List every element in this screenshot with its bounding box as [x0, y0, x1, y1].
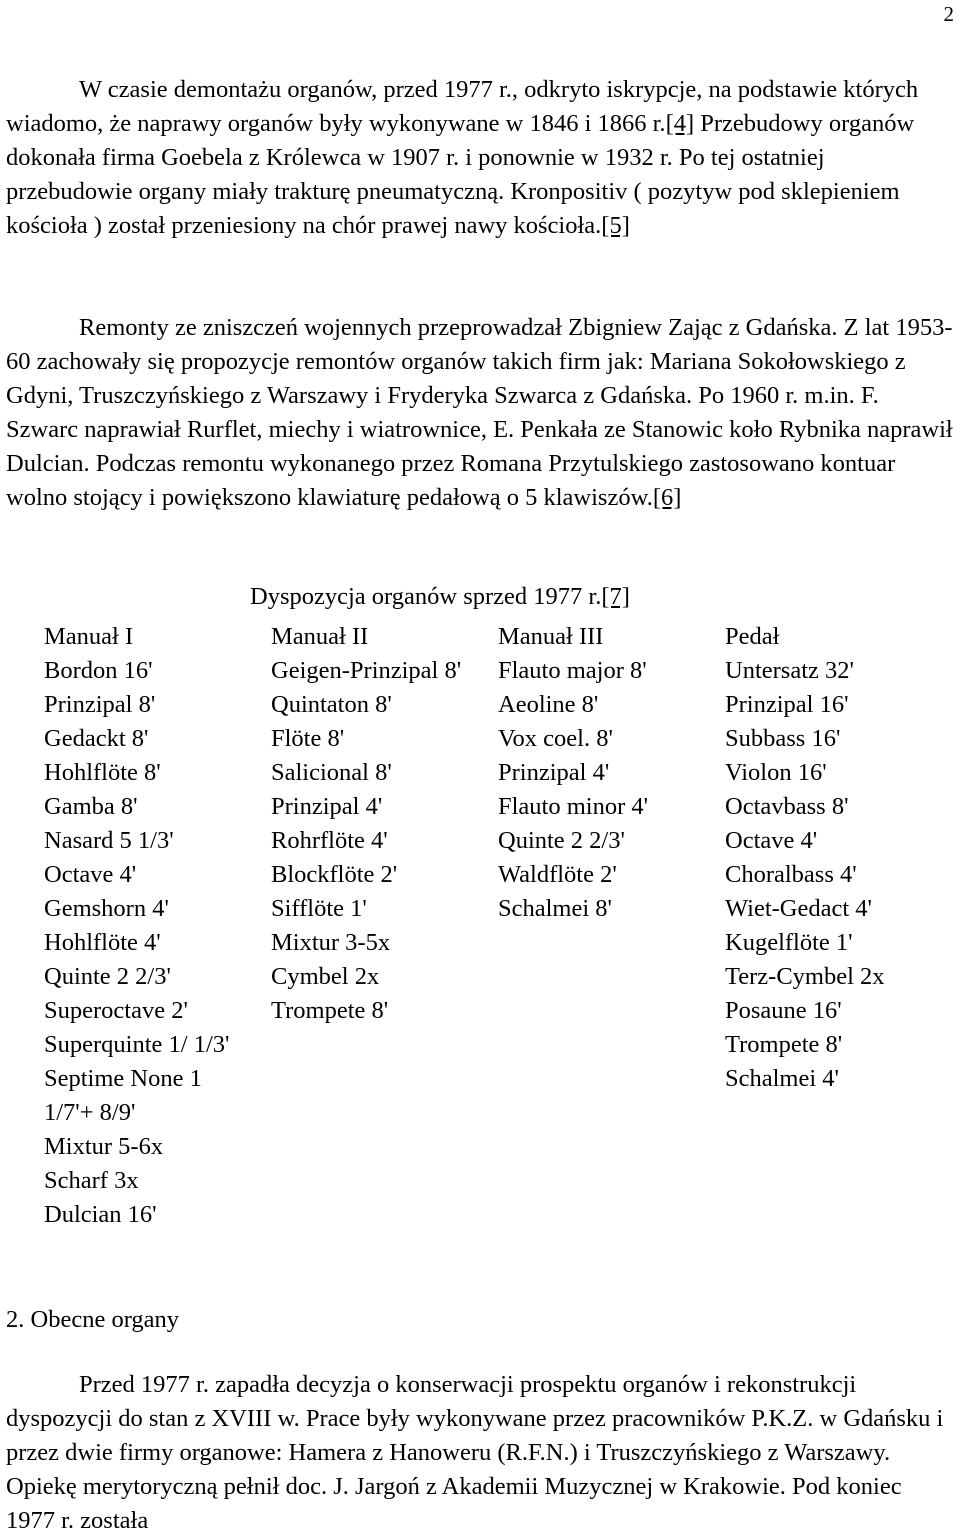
- page-number: 2: [943, 2, 954, 26]
- stop-item: Hohlflöte 4': [44, 929, 161, 956]
- stop-item: Cymbel 2x: [271, 963, 380, 990]
- paragraph-text: Przed 1977 r. zapadła decyzja o konserwacji prospektu organów i rekonstrukcji dyspozycji do stan z XVIII w. Prace były wykonywane przez pracowników P.K.Z. w Gdańsku i przez dwie firmy organowe: Hamera z Hanoweru (R.F.N.) i Truszczyńskiego z Warszawy. Opiekę merytoryczną pełnił doc. J. Jargoń z Akademii Muzycznej w Krakowie. Pod koniec 1977 r. została: [6, 1371, 944, 1534]
- column-heading: Manuał III: [498, 623, 604, 650]
- column-heading: Pedał: [725, 623, 780, 650]
- stop-item: Schalmei 8': [498, 895, 612, 922]
- stop-item: Rohrflöte 4': [271, 827, 388, 854]
- stop-item: Quintaton 8': [271, 691, 392, 718]
- stop-item: Salicional 8': [271, 759, 392, 786]
- stop-item: Mixtur 5-6x: [44, 1133, 164, 1160]
- column-heading: Manuał I: [44, 623, 134, 650]
- stop-item: Aeoline 8': [498, 691, 599, 718]
- paragraph-history: [6, 73, 956, 243]
- disposition-caption-text: Dyspozycja organów sprzed 1977 r.: [250, 583, 602, 610]
- stop-item: Schalmei 4': [725, 1065, 839, 1092]
- disposition-column-manual-1: [44, 620, 244, 1232]
- stop-item: Flöte 8': [271, 725, 345, 752]
- footnote-link-4[interactable]: [4]: [665, 110, 695, 137]
- stop-item: Geigen-Prinzipal 8': [271, 657, 462, 684]
- footnote-link-7[interactable]: [7]: [601, 583, 630, 610]
- stop-item: Untersatz 32': [725, 657, 854, 684]
- disposition-column-manual-2: [271, 620, 486, 1028]
- stop-item: Quinte 2 2/3': [498, 827, 625, 854]
- stop-item: Prinzipal 4': [271, 793, 383, 820]
- stop-item: Subbass 16': [725, 725, 841, 752]
- stop-item: Vox coel. 8': [498, 725, 613, 752]
- stop-item: Choralbass 4': [725, 861, 857, 888]
- stop-item: Violon 16': [725, 759, 827, 786]
- stop-item: Blockflöte 2': [271, 861, 398, 888]
- footnote-link-5[interactable]: [5]: [601, 212, 630, 239]
- paragraph-text: Remonty ze zniszczeń wojennych przeprowadzał Zbigniew Zając z Gdańska. Z lat 1953-60 zachowały się propozycje remontów organów takich firm jak: Mariana Sokołowskiego z Gdyni, Truszczyńskiego z Warszawy i Fryderyka Szwarca z Gdańska. Po 1960 r. m.in. F. Szwarc naprawiał Rurflet, miechy i wiatrownice, E. Penkała ze Stanowic koło Rybnika naprawił Dulcian. Podczas remontu wykonanego przez Romana Przytulskiego zastosowano kontuar wolno stojący i powiększono klawiaturę pedałową o 5 klawiszów.: [6, 314, 953, 511]
- stop-item: Waldflöte 2': [498, 861, 617, 888]
- stop-item: Gamba 8': [44, 793, 138, 820]
- disposition-column-pedal: [725, 620, 955, 1096]
- paragraph-current-organ: [6, 1368, 956, 1538]
- footnote-link-6[interactable]: [6]: [652, 484, 682, 511]
- stop-item: Scharf 3x: [44, 1167, 139, 1194]
- paragraph-text: W czasie demontażu organów, przed 1977 r., odkryto iskrypcje, na podstawie których wiadomo, że naprawy organów były wykonywane w 1846 i 1866 r.: [6, 76, 919, 137]
- stop-item: Flauto minor 4': [498, 793, 649, 820]
- stop-item: Prinzipal 16': [725, 691, 849, 718]
- section-heading: 2. Obecne organy: [6, 1306, 180, 1333]
- stop-item: Nasard 5 1/3': [44, 827, 174, 854]
- stop-item: Posaune 16': [725, 997, 842, 1024]
- stop-item: Octave 4': [725, 827, 818, 854]
- column-heading: Manuał II: [271, 623, 369, 650]
- stop-item: Octavbass 8': [725, 793, 849, 820]
- stop-item: Quinte 2 2/3': [44, 963, 171, 990]
- stop-item: Dulcian 16': [44, 1201, 157, 1228]
- paragraph-text: Przebudowy organów dokonała firma Goebela z Królewca w 1907 r. i ponownie w 1932 r. Po tej ostatniej przebudowie organy miały trakturę pneumatyczną. Kronpositiv ( pozytyw pod sklepieniem kościoła ) został przeniesiony na chór prawej nawy kościoła.: [6, 110, 915, 239]
- paragraph-repairs: [6, 311, 956, 515]
- stop-item: Trompete 8': [271, 997, 389, 1024]
- stop-item: Sifflöte 1': [271, 895, 367, 922]
- stop-item: Superoctave 2': [44, 997, 188, 1024]
- stop-item: Trompete 8': [725, 1031, 843, 1058]
- stop-item: Prinzipal 8': [44, 691, 156, 718]
- stop-item: Terz-Cymbel 2x: [725, 963, 885, 990]
- stop-item: Wiet-Gedact 4': [725, 895, 872, 922]
- stop-item: Gedackt 8': [44, 725, 149, 752]
- stop-item: Octave 4': [44, 861, 137, 888]
- stop-item: Flauto major 8': [498, 657, 647, 684]
- stop-item: Gemshorn 4': [44, 895, 169, 922]
- stop-item: Prinzipal 4': [498, 759, 610, 786]
- stop-item: Kugelflöte 1': [725, 929, 853, 956]
- stop-item: Superquinte 1/ 1/3': [44, 1031, 230, 1058]
- disposition-caption: [250, 580, 630, 614]
- stop-item: Septime None 1 1/7'+ 8/9': [44, 1065, 202, 1126]
- disposition-column-manual-3: [498, 620, 713, 926]
- stop-item: Hohlflöte 8': [44, 759, 161, 786]
- stop-item: Bordon 16': [44, 657, 153, 684]
- stop-item: Mixtur 3-5x: [271, 929, 391, 956]
